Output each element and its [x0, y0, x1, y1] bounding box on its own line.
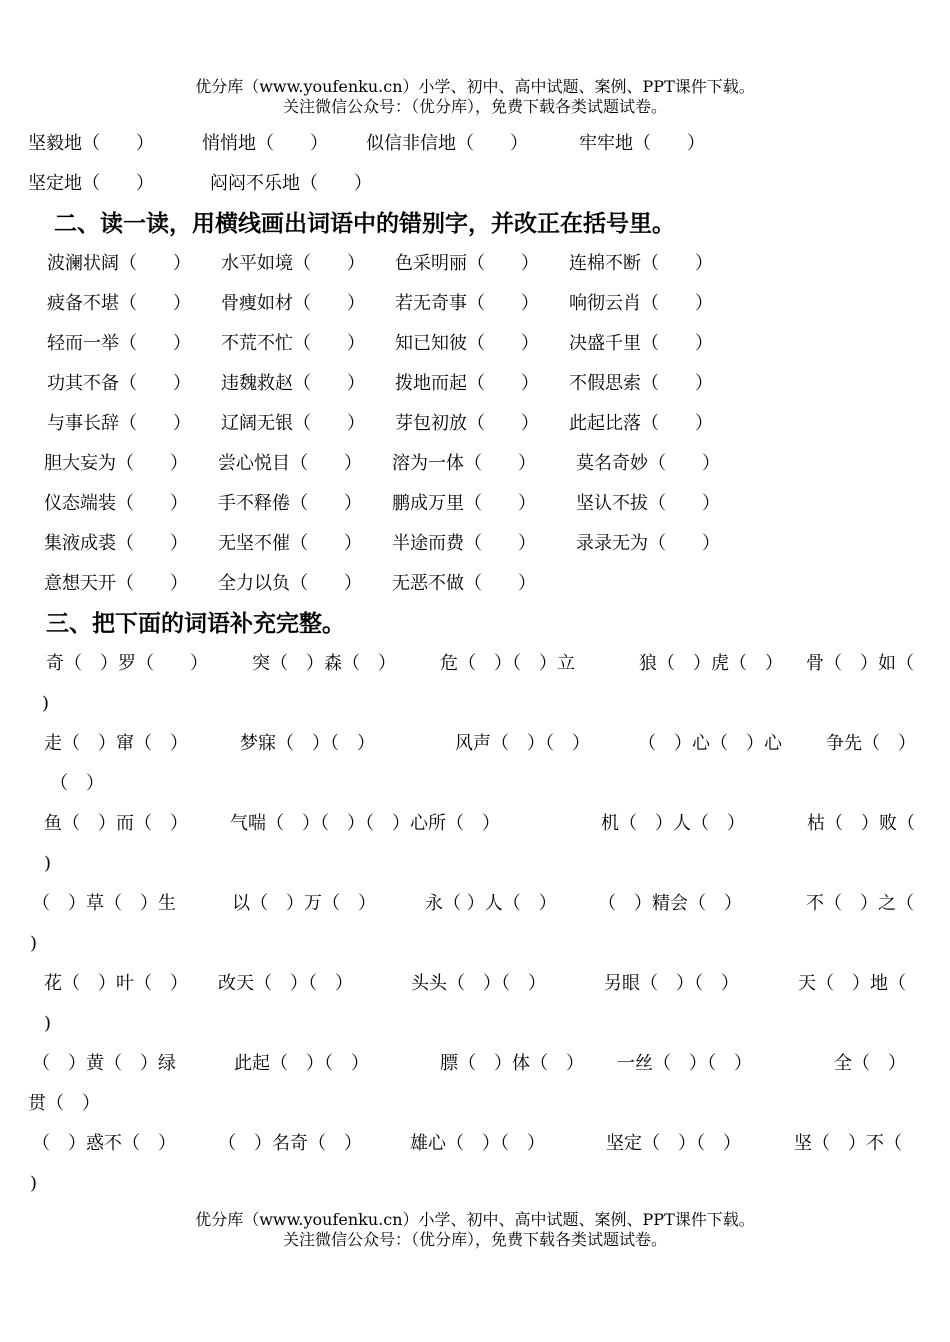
- idiom-item: （ ）黄（ ）绿: [32, 1053, 176, 1074]
- section1-row: [0, 172, 950, 196]
- fill-item: 牢牢地（ ）: [579, 133, 705, 154]
- idiom-item: （ ）精会（ ）: [598, 893, 742, 914]
- section3-row: [0, 812, 950, 836]
- idiom-item: （ ）草（ ）生: [32, 893, 176, 914]
- section2-row: [0, 492, 950, 516]
- idiom-item: 花（ ）叶（ ）: [44, 973, 188, 994]
- word-item: 知已知彼（ ）: [395, 333, 539, 354]
- idiom-item: （ ）惑不（ ）: [32, 1133, 176, 1154]
- idiom-item: 骨（ ）如（: [806, 653, 914, 674]
- fill-item: 坚定地（ ）: [28, 173, 154, 194]
- idiom-item: 坚（ ）不（: [794, 1133, 902, 1154]
- section2-row: [0, 452, 950, 476]
- idiom-item: ): [42, 693, 50, 714]
- word-item: 仪态端装（ ）: [44, 493, 188, 514]
- section3-row: [0, 732, 950, 756]
- footer-line-1: 优分库（www.youfenku.cn）小学、初中、高中试题、案例、PPT课件下载。: [195, 1210, 755, 1229]
- section3-row: [0, 932, 950, 956]
- word-item: 轻而一举（ ）: [47, 333, 191, 354]
- word-item: 不荒不忙（ ）: [221, 333, 365, 354]
- word-item: 意想天开（ ）: [44, 573, 188, 594]
- word-item: 骨痩如材（ ）: [221, 293, 365, 314]
- idiom-item: 天（ ）地（: [798, 973, 906, 994]
- word-item: 若无奇事（ ）: [395, 293, 539, 314]
- idiom-item: 鱼（ ）而（ ）: [44, 813, 188, 834]
- idiom-item: 枯（ ）败（: [807, 813, 915, 834]
- idiom-item: ): [44, 853, 52, 874]
- section3-row: [0, 652, 950, 676]
- word-item: 手不释倦（ ）: [218, 493, 362, 514]
- idiom-item: 风声（ ）（ ）: [455, 733, 590, 754]
- idiom-item: 不（ ）之（: [806, 893, 914, 914]
- section2-row: [0, 532, 950, 556]
- section3-row: [0, 1012, 950, 1036]
- word-item: 胆大妄为（ ）: [44, 453, 188, 474]
- idiom-item: 贯（ ）: [28, 1093, 100, 1114]
- idiom-item: 膘（ ）体（ ）: [440, 1053, 584, 1074]
- idiom-item: 全（ ）: [834, 1053, 906, 1074]
- section3-row: [0, 772, 950, 796]
- section1-row: [0, 132, 950, 156]
- idiom-item: 走（ ）窜（ ）: [44, 733, 188, 754]
- section2-row: [0, 412, 950, 436]
- word-item: 辽阔无银（ ）: [221, 413, 365, 434]
- word-item: 连棉不断（ ）: [569, 253, 713, 274]
- idiom-item: 此起（ ）（ ）: [234, 1053, 369, 1074]
- idiom-item: ): [44, 1013, 52, 1034]
- section3-row: [0, 1052, 950, 1076]
- idiom-item: 梦寐（ ）（ ）: [240, 733, 375, 754]
- idiom-item: 另眼（ ）（ ）: [604, 973, 739, 994]
- section2-row: [0, 252, 950, 276]
- idiom-item: 永（ ）人（ ）: [425, 893, 557, 914]
- fill-item: 闷闷不乐地（ ）: [210, 173, 372, 194]
- word-item: 录录无为（ ）: [576, 533, 720, 554]
- word-item: 莫名奇妙（ ）: [576, 453, 720, 474]
- section2-row: [0, 292, 950, 316]
- word-item: 响彻云肖（ ）: [569, 293, 713, 314]
- section3-row: [0, 972, 950, 996]
- word-item: 集液成裘（ ）: [44, 533, 188, 554]
- word-item: 波澜状阔（ ）: [47, 253, 191, 274]
- idiom-item: 机（ ）人（ ）: [601, 813, 745, 834]
- section3-row: [0, 892, 950, 916]
- word-item: 违魏救赵（ ）: [221, 373, 365, 394]
- word-item: 疲备不堪（ ）: [47, 293, 191, 314]
- section3-title: 三、把下面的词语补充完整。: [46, 611, 345, 637]
- fill-item: 坚毅地（ ）: [28, 133, 154, 154]
- idiom-item: 改天（ ）（ ）: [218, 973, 353, 994]
- section2-row: [0, 572, 950, 596]
- word-item: 坚认不拔（ ）: [576, 493, 720, 514]
- idiom-item: 狼（ ）虎（ ）: [639, 653, 783, 674]
- section2-row: [0, 372, 950, 396]
- word-item: 功其不备（ ）: [47, 373, 191, 394]
- word-item: 半途而费（ ）: [392, 533, 536, 554]
- section3-row: [0, 852, 950, 876]
- idiom-item: （ ）名奇（ ）: [218, 1133, 362, 1154]
- word-item: 鹏成万里（ ）: [392, 493, 536, 514]
- idiom-item: 头头（ ）（ ）: [411, 973, 546, 994]
- word-item: 溶为一体（ ）: [392, 453, 536, 474]
- word-item: 全力以负（ ）: [218, 573, 362, 594]
- section3-row: [0, 1092, 950, 1116]
- idiom-item: ): [30, 933, 38, 954]
- header-line-2: 关注微信公众号：（优分库），免费下载各类试题试卷。: [282, 97, 667, 116]
- idiom-item: 坚定（ ）（ ）: [606, 1133, 741, 1154]
- fill-item: 悄悄地（ ）: [202, 133, 328, 154]
- idiom-item: 以（ ）万（ ）: [232, 893, 376, 914]
- header-line-1: 优分库（www.youfenku.cn）小学、初中、高中试题、案例、PPT课件下载。: [195, 77, 755, 96]
- idiom-item: 雄心（ ）（ ）: [410, 1133, 545, 1154]
- idiom-item: 争先（ ）: [826, 733, 916, 754]
- section3-row: [0, 1172, 950, 1196]
- word-item: 色采明丽（ ）: [395, 253, 539, 274]
- section2-title: 二、读一读，用横线画出词语中的错别字，并改正在括号里。: [54, 211, 675, 237]
- word-item: 尝心悦目（ ）: [218, 453, 362, 474]
- idiom-item: 危（ ）（ ）立: [440, 653, 575, 674]
- word-item: 不假思索（ ）: [569, 373, 713, 394]
- word-item: 无坚不催（ ）: [218, 533, 362, 554]
- word-item: 无恶不做（ ）: [392, 573, 536, 594]
- section3-row: [0, 692, 950, 716]
- fill-item: 似信非信地（ ）: [366, 133, 528, 154]
- word-item: 水平如境（ ）: [221, 253, 365, 274]
- idiom-item: 一丝（ ）（ ）: [617, 1053, 752, 1074]
- word-item: 决盛千里（ ）: [569, 333, 713, 354]
- section3-row: [0, 1132, 950, 1156]
- footer-line-2: 关注微信公众号：（优分库），免费下载各类试题试卷。: [282, 1230, 667, 1249]
- word-item: 拨地而起（ ）: [395, 373, 539, 394]
- section2-row: [0, 332, 950, 356]
- idiom-item: ): [30, 1173, 38, 1194]
- word-item: 芽包初放（ ）: [395, 413, 539, 434]
- idiom-item: （ ）: [50, 773, 104, 794]
- idiom-item: （ ）心（ ）心: [638, 733, 782, 754]
- idiom-item: 气喘（ ）（ ）（ ）心所（ ）: [230, 813, 500, 834]
- idiom-item: 突（ ）森（ ）: [252, 653, 396, 674]
- idiom-item: 奇（ ）罗（ ）: [46, 653, 208, 674]
- word-item: 与事长辞（ ）: [47, 413, 191, 434]
- word-item: 此起比落（ ）: [569, 413, 713, 434]
